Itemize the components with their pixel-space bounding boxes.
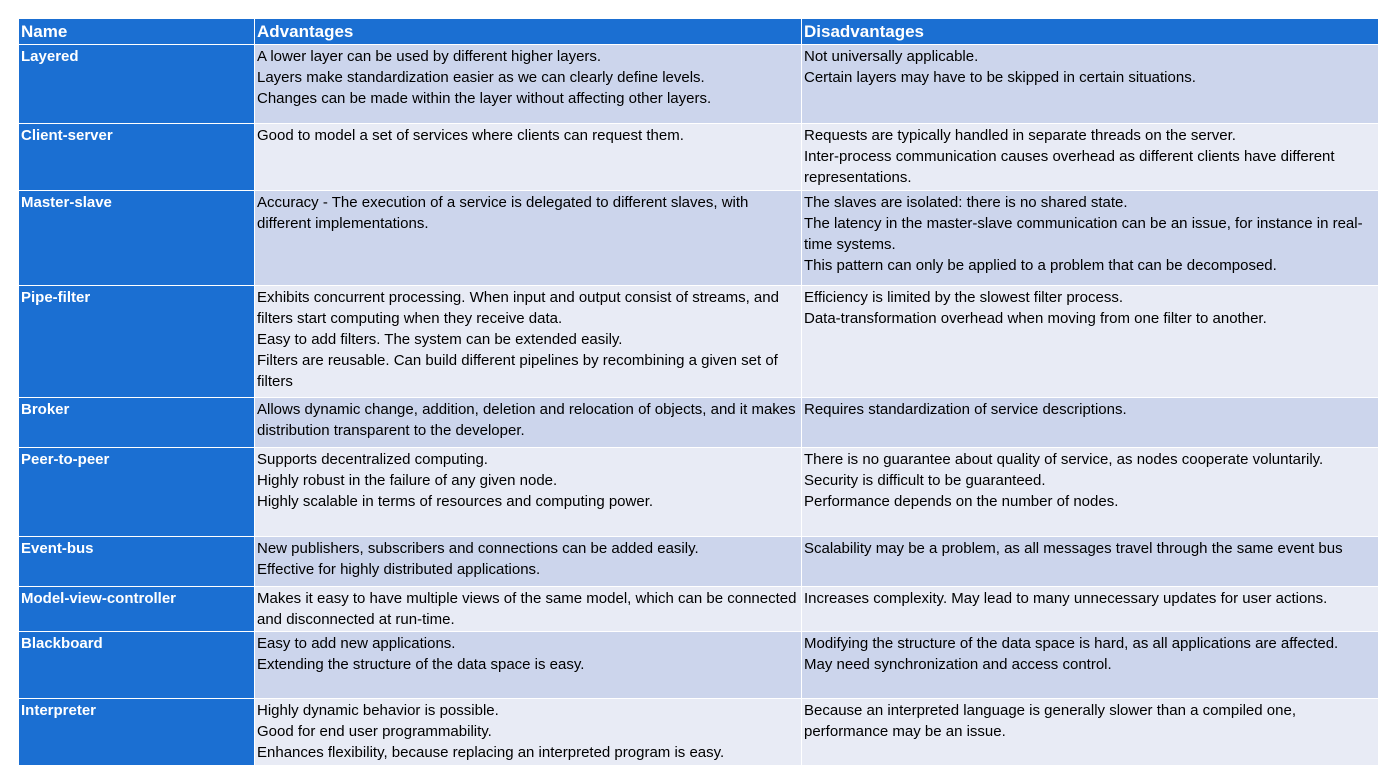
advantages-cell [255, 124, 802, 191]
disadvantage-item: This pattern can only be applied to a problem that can be decomposed. [804, 257, 1277, 274]
disadvantage-item: Increases complexity. May lead to many unnecessary updates for user actions. [804, 590, 1328, 607]
advantage-item: Extending the structure of the data space is easy. [257, 656, 585, 673]
header-disadvantages: Disadvantages [802, 19, 1379, 45]
disadvantages-cell [802, 191, 1379, 286]
advantages-cell [255, 537, 802, 587]
pattern-name: Interpreter [19, 699, 255, 766]
table-row [19, 587, 1379, 632]
table-row [19, 124, 1379, 191]
pattern-name: Client-server [19, 124, 255, 191]
disadvantage-item: The latency in the master-slave communication can be an issue, for instance in real-time systems. [804, 215, 1363, 253]
pattern-name: Blackboard [19, 632, 255, 699]
disadvantage-item: May need synchronization and access control. [804, 656, 1112, 673]
disadvantage-item: Modifying the structure of the data space is hard, as all applications are affected. [804, 635, 1339, 652]
advantage-item: A lower layer can be used by different higher layers. [257, 48, 602, 65]
advantage-item: Highly robust in the failure of any given node. [257, 472, 558, 489]
advantages-cell [255, 45, 802, 124]
disadvantage-item: Efficiency is limited by the slowest filter process. [804, 289, 1124, 306]
table-row [19, 537, 1379, 587]
advantages-cell [255, 448, 802, 537]
disadvantage-item: Not universally applicable. [804, 48, 979, 65]
advantage-item: Filters are reusable. Can build different pipelines by recombining a given set of filters [257, 352, 778, 390]
disadvantage-item: Scalability may be a problem, as all messages travel through the same event bus [804, 540, 1343, 557]
disadvantages-cell [802, 286, 1379, 398]
disadvantage-item: Requests are typically handled in separate threads on the server. [804, 127, 1236, 144]
disadvantage-item: Security is difficult to be guaranteed. [804, 472, 1046, 489]
advantage-item: Enhances flexibility, because replacing an interpreted program is easy. [257, 744, 725, 761]
table-row [19, 448, 1379, 537]
advantage-item: Supports decentralized computing. [257, 451, 488, 468]
disadvantage-item: The slaves are isolated: there is no shared state. [804, 194, 1128, 211]
advantage-item: New publishers, subscribers and connections can be added easily. [257, 540, 699, 557]
header-row [19, 19, 1379, 45]
pattern-name: Peer-to-peer [19, 448, 255, 537]
table-row [19, 191, 1379, 286]
disadvantages-cell [802, 587, 1379, 632]
advantage-item: Good to model a set of services where clients can request them. [257, 127, 684, 144]
pattern-name: Layered [19, 45, 255, 124]
patterns-table [18, 18, 1379, 766]
pattern-name: Master-slave [19, 191, 255, 286]
advantage-item: Accuracy - The execution of a service is delegated to different slaves, with different implementations. [257, 194, 749, 232]
disadvantage-item: Requires standardization of service descriptions. [804, 401, 1127, 418]
pattern-name: Event-bus [19, 537, 255, 587]
advantage-item: Highly dynamic behavior is possible. [257, 702, 499, 719]
table-row [19, 699, 1379, 766]
table-row [19, 45, 1379, 124]
advantage-item: Highly scalable in terms of resources and computing power. [257, 493, 654, 510]
advantages-cell [255, 587, 802, 632]
disadvantages-cell [802, 448, 1379, 537]
table-body [19, 45, 1379, 766]
pattern-name: Pipe-filter [19, 286, 255, 398]
disadvantages-cell [802, 699, 1379, 766]
advantage-item: Easy to add filters. The system can be extended easily. [257, 331, 623, 348]
advantages-cell [255, 398, 802, 448]
advantage-item: Exhibits concurrent processing. When input and output consist of streams, and filters start computing when they receive data. [257, 289, 779, 327]
disadvantages-cell [802, 124, 1379, 191]
advantages-cell [255, 191, 802, 286]
table-row [19, 632, 1379, 699]
disadvantages-cell [802, 632, 1379, 699]
advantage-item: Good for end user programmability. [257, 723, 492, 740]
advantage-item: Layers make standardization easier as we can clearly define levels. [257, 69, 705, 86]
disadvantage-item: Certain layers may have to be skipped in certain situations. [804, 69, 1196, 86]
advantages-cell [255, 286, 802, 398]
header-name: Name [19, 19, 255, 45]
disadvantages-cell [802, 45, 1379, 124]
pattern-name: Model-view-controller [19, 587, 255, 632]
table-row [19, 286, 1379, 398]
disadvantages-cell [802, 537, 1379, 587]
disadvantage-item: There is no guarantee about quality of service, as nodes cooperate voluntarily. [804, 451, 1324, 468]
advantages-cell [255, 632, 802, 699]
disadvantage-item: Inter-process communication causes overhead as different clients have different representations. [804, 148, 1335, 186]
pattern-name: Broker [19, 398, 255, 448]
advantages-cell [255, 699, 802, 766]
table-row [19, 398, 1379, 448]
disadvantage-item: Performance depends on the number of nodes. [804, 493, 1119, 510]
disadvantage-item: Because an interpreted language is generally slower than a compiled one, performance may be an issue. [804, 702, 1296, 740]
advantage-item: Easy to add new applications. [257, 635, 456, 652]
advantage-item: Allows dynamic change, addition, deletion and relocation of objects, and it makes distribution transparent to the developer. [257, 401, 796, 439]
disadvantages-cell [802, 398, 1379, 448]
advantage-item: Makes it easy to have multiple views of the same model, which can be connected and disconnected at run-time. [257, 590, 797, 628]
disadvantage-item: Data-transformation overhead when moving from one filter to another. [804, 310, 1267, 327]
header-advantages: Advantages [255, 19, 802, 45]
table-header [19, 19, 1379, 45]
advantage-item: Changes can be made within the layer without affecting other layers. [257, 90, 712, 107]
advantage-item: Effective for highly distributed applications. [257, 561, 541, 578]
